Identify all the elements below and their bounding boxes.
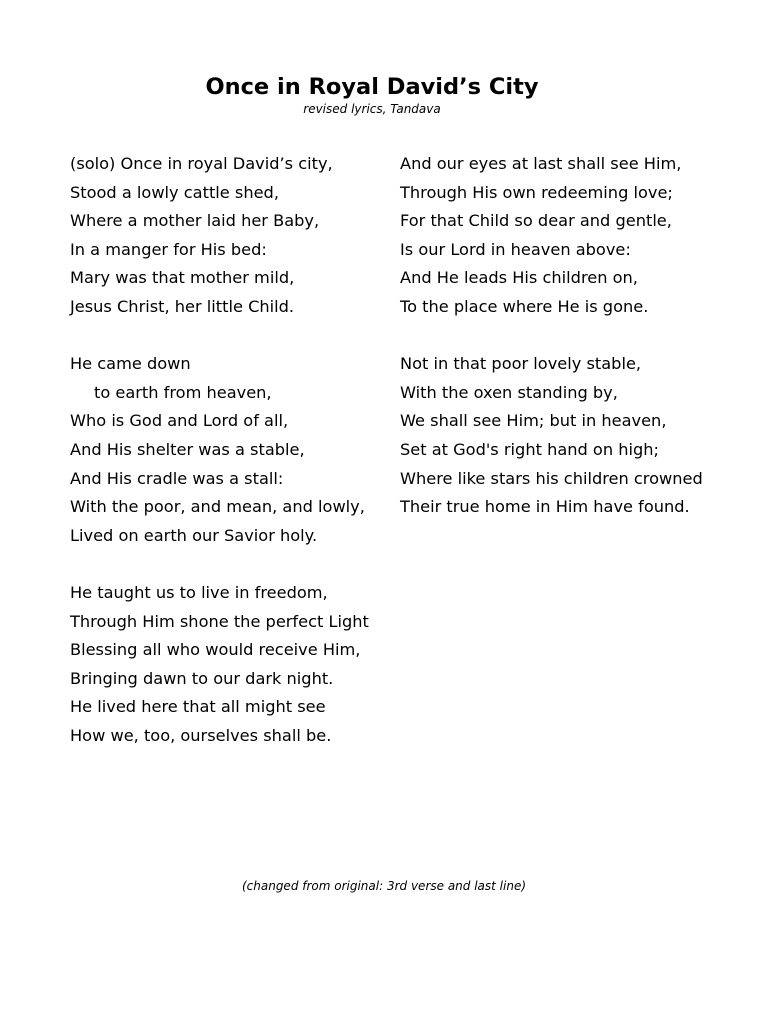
lyric-line: Where a mother laid her Baby, bbox=[70, 211, 320, 231]
left-column bbox=[70, 150, 390, 779]
lyric-line: Bringing dawn to our dark night. bbox=[70, 668, 334, 688]
verse bbox=[70, 579, 390, 751]
page-title: Once in Royal David’s City bbox=[205, 74, 539, 100]
lyric-line: Through His own redeeming love; bbox=[400, 182, 673, 202]
lyric-line: And our eyes at last shall see Him, bbox=[400, 154, 682, 173]
lyric-line: to earth from heaven, bbox=[94, 382, 272, 402]
lyric-line: Who is God and Lord of all, bbox=[70, 411, 289, 431]
lyric-line: We shall see Him; but in heaven, bbox=[400, 411, 667, 431]
lyric-line: Their true home in Him have found. bbox=[400, 497, 690, 517]
verse bbox=[400, 150, 760, 322]
right-column bbox=[400, 150, 760, 550]
verse bbox=[70, 150, 390, 322]
lyric-line: Jesus Christ, her little Child. bbox=[70, 296, 295, 316]
lyric-line: (solo) Once in royal David’s city, bbox=[70, 154, 333, 173]
lyric-line: To the place where He is gone. bbox=[400, 296, 649, 316]
footnote: (changed from original: 3rd verse and last line) bbox=[241, 879, 527, 893]
lyric-line: With the oxen standing by, bbox=[400, 382, 618, 402]
lyric-line: Blessing all who would receive Him, bbox=[70, 640, 361, 660]
lyric-line: With the poor, and mean, and lowly, bbox=[70, 497, 365, 517]
lyric-line: Mary was that mother mild, bbox=[70, 268, 295, 288]
lyric-line: Set at God's right hand on high; bbox=[400, 439, 659, 459]
lyric-line: And He leads His children on, bbox=[400, 268, 638, 288]
subtitle: revised lyrics, Tandava bbox=[303, 102, 441, 116]
lyric-line: How we, too, ourselves shall be. bbox=[70, 725, 332, 745]
lyric-line: Lived on earth our Savior holy. bbox=[70, 525, 318, 545]
lyric-line: Through Him shone the perfect Light bbox=[70, 611, 369, 631]
lyric-line: And His shelter was a stable, bbox=[70, 439, 305, 459]
lyric-line: Where like stars his children crowned bbox=[400, 468, 703, 488]
verse bbox=[70, 350, 390, 550]
lyric-line: And His cradle was a stall: bbox=[70, 468, 284, 488]
lyric-line: Is our Lord in heaven above: bbox=[400, 239, 631, 259]
verse bbox=[400, 350, 760, 522]
lyric-line: He lived here that all might see bbox=[70, 697, 326, 717]
lyric-line: Stood a lowly cattle shed, bbox=[70, 182, 279, 202]
lyric-line: For that Child so dear and gentle, bbox=[400, 211, 672, 231]
lyric-line: He came down bbox=[70, 354, 191, 374]
lyric-line: In a manger for His bed: bbox=[70, 239, 267, 259]
lyric-line: Not in that poor lovely stable, bbox=[400, 354, 642, 374]
lyric-line: He taught us to live in freedom, bbox=[70, 582, 328, 602]
